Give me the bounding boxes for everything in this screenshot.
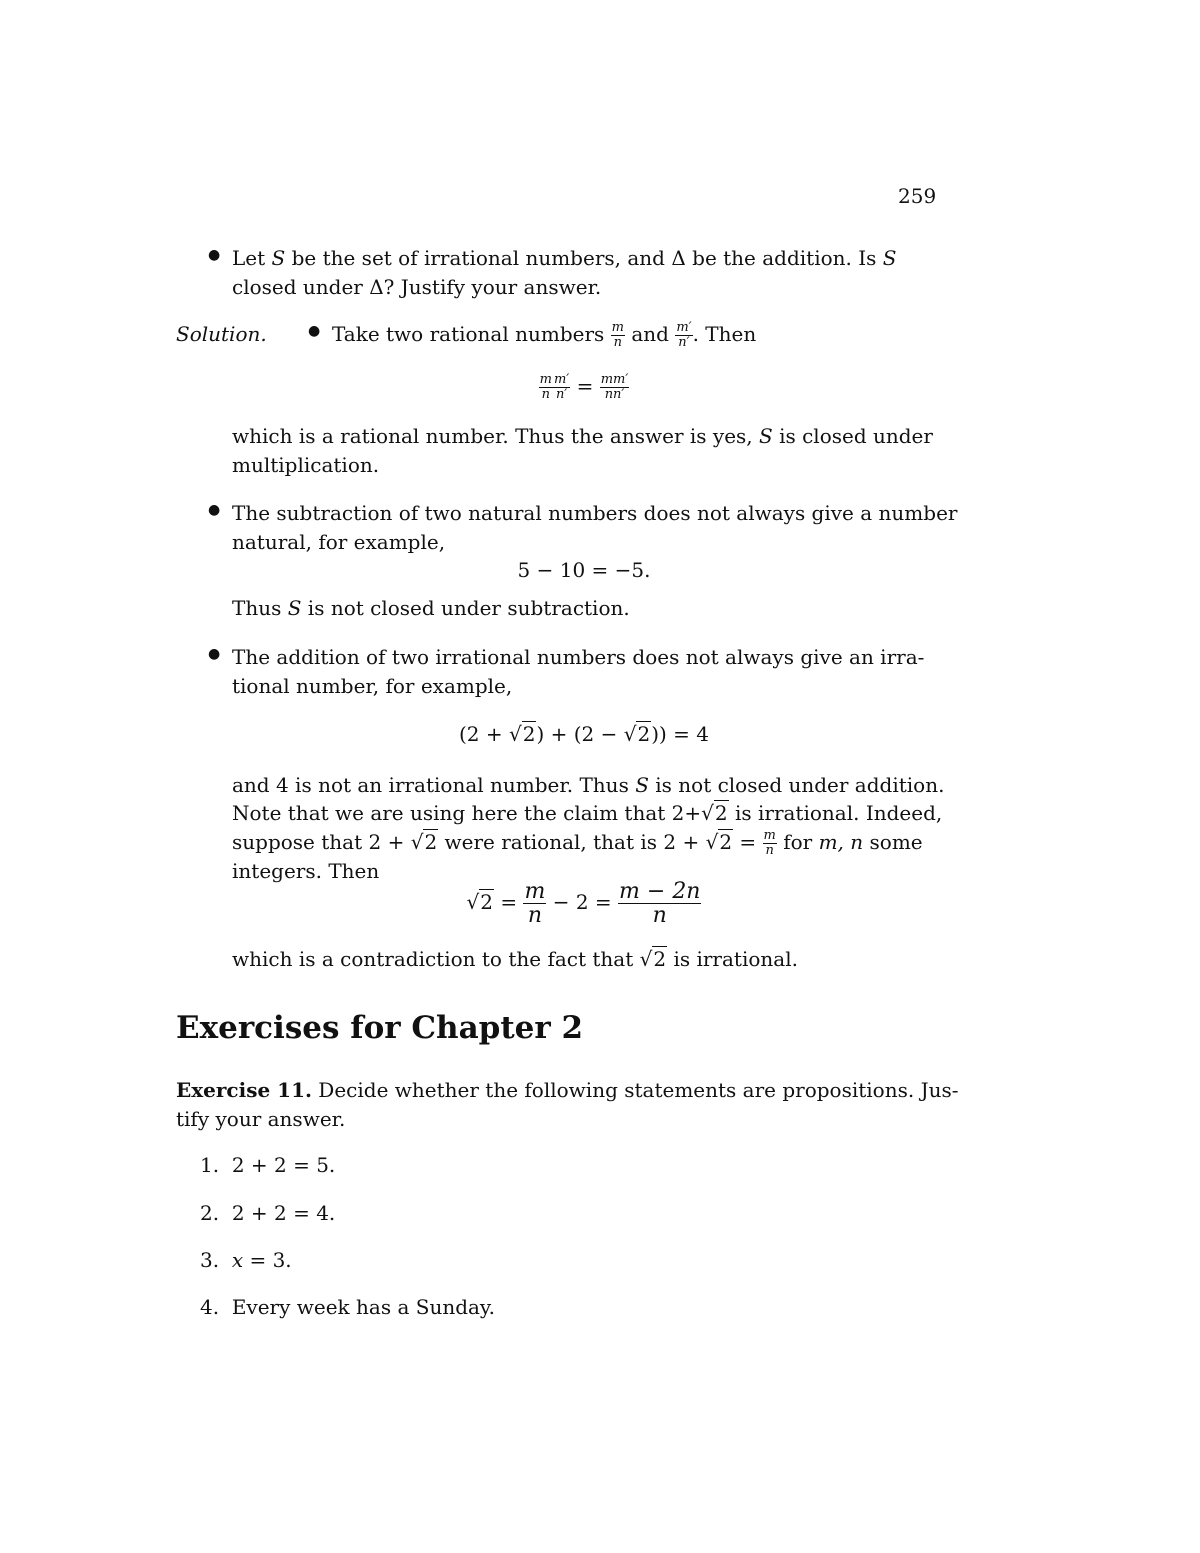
fraction-m-over-n: $\frac{m}{n}$ — [611, 320, 624, 350]
bullet-3-line-2: tional number, for example, — [232, 674, 513, 698]
fraction-mprime-over-nprime: $\frac{m'}{n'}$ — [676, 320, 692, 350]
solution-bullet-1-after-line-1: which is a rational number. Thus the answer is yes, S is closed under — [232, 424, 933, 448]
solution-bullet-1-line-1: Take two rational numbers $\frac{m}{n}$ and $\frac{m'}{n'}$ . Then — [332, 320, 757, 350]
exercise-item-4: 4. Every week has a Sunday. — [200, 1295, 495, 1319]
bullet-2-line-1: The subtraction of two natural numbers does not always give a number — [232, 501, 958, 525]
exercise-item-1: 1. 2 + 2 = 5. — [200, 1153, 336, 1177]
bullet-icon: ● — [208, 502, 221, 518]
bullet-2-line-2: natural, for example, — [232, 530, 446, 554]
exercise-line-1: Exercise 11. Decide whether the following statements are propositions. Jus- — [176, 1078, 959, 1102]
bullet-3-para-line-2: Note that we are using here the claim that 2+√2 is irrational. Indeed, — [232, 801, 943, 825]
question-line-2: closed under Δ? Justify your answer. — [232, 275, 602, 299]
exercise-item-3: 3. x = 3. — [200, 1248, 292, 1272]
solution-label: Solution. — [176, 322, 267, 346]
exercise-item-2: 2. 2 + 2 = 4. — [200, 1201, 336, 1225]
bullet-3-equation: (2 + √2) + (2 − √2)) = 4 — [458, 722, 710, 746]
bullet-icon: ● — [208, 646, 221, 662]
bullet-icon: ● — [208, 247, 221, 263]
bullet-2-conclusion: Thus S is not closed under subtraction. — [232, 596, 630, 620]
bullet-3-para-line-4: integers. Then — [232, 859, 380, 883]
bullet-3-para-line-1: and 4 is not an irrational number. Thus S is not closed under addition. — [232, 773, 945, 797]
section-title: Exercises for Chapter 2 — [176, 1010, 584, 1046]
bullet-3-last-line: which is a contradiction to the fact that √2 is irrational. — [232, 947, 798, 971]
page-number: 259 — [898, 184, 937, 208]
bullet-2-equation: 5 − 10 = −5. — [517, 558, 651, 582]
bullet-3-para-line-3: suppose that 2 + √2 were rational, that is 2 + √2 = $\frac{m}{n}$ for m, n some — [232, 828, 923, 858]
exercise-label: Exercise 11. — [176, 1078, 312, 1102]
solution-bullet-1-after-line-2: multiplication. — [232, 453, 380, 477]
solution-equation-1: $\frac{m}{n}$ $\frac{m'}{n'}$ = $\frac{mm'}{nn'}$ — [539, 372, 629, 402]
bullet-3-equation-2: √2 = $\frac{m}{n}$ − 2 = $\frac{m - 2n}{n}$ — [466, 879, 701, 929]
bullet-icon: ● — [308, 323, 321, 339]
question-line-1: Let S be the set of irrational numbers, and Δ be the addition. Is S — [232, 246, 897, 270]
exercise-line-2: tify your answer. — [176, 1107, 346, 1131]
bullet-3-line-1: The addition of two irrational numbers does not always give an irra- — [232, 645, 925, 669]
